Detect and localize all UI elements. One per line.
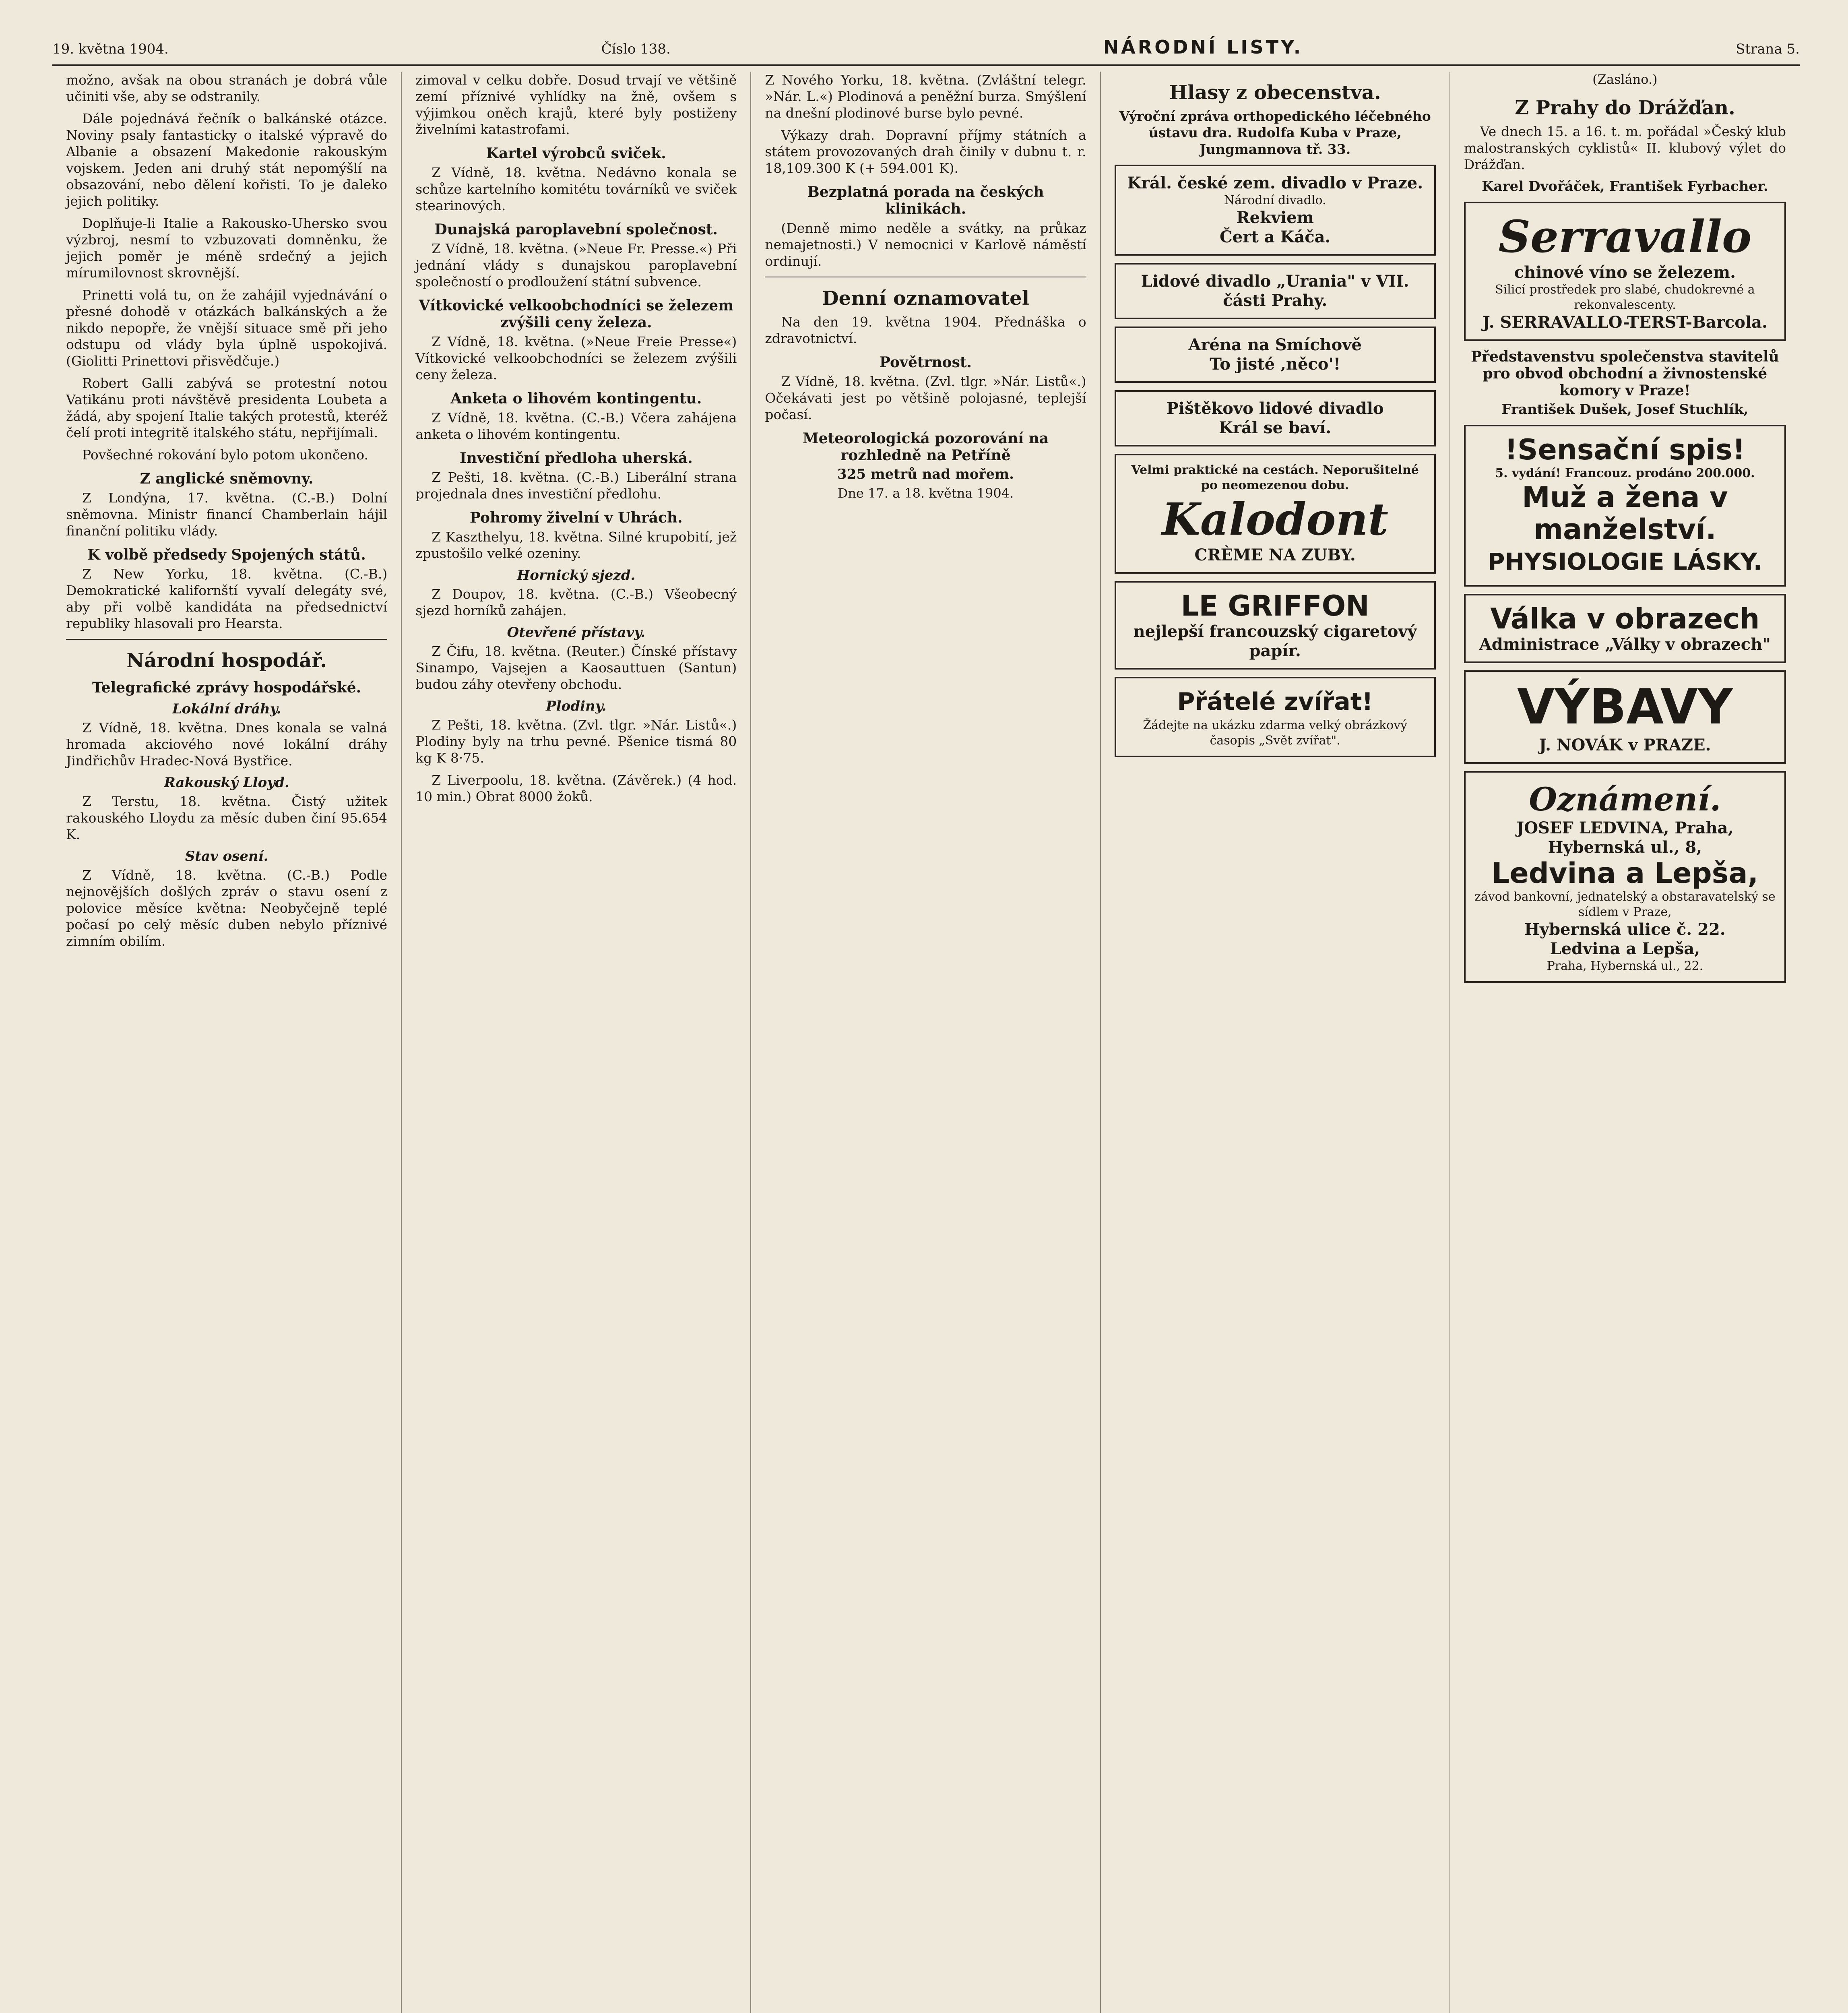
article-text: Z Vídně, 18. května. Nedávno konala se schůze kartelního komitétu továrníků ve sviček stearinových. [415,165,737,213]
article-text: Z New Yorku, 18. května. (C.-B.) Demokratické kalifornští vyvalí delegáty své, aby při volbě kandidáta na předsednictví republiky hlasovali pro Hearsta. [66,566,388,631]
article-text: Z Terstu, 18. května. Čistý užitek rakouského Lloydu za měsíc duben činí 95.654 K. [66,794,388,842]
section-heading: Dunajská paroplavební společnost. [434,221,718,238]
ad-subtitle: CRÈME NA ZUBY. [1194,546,1356,564]
article-text: Z Doupov, 18. května. (C.-B.) Všeobecný sjezd horníků zahájen. [415,586,737,618]
ad-title: Přátelé zvířat! [1177,688,1373,716]
article-text: Robert Galli zabývá se protestní notou Vatikánu proti návštěvě presidenta Loubeta a žádá, aby spojení Italie takých protestů, kteréž čelí proti integritě italského státu, nepřijímali. [66,375,388,440]
theatre-name: Pištěkovo lidové divadlo [1166,399,1384,418]
article-text: Z Vídně, 18. května. Dnes konala se valná hromada akciového nové lokální dráhy Jindřichův Hradec-Nová Bystřice. [66,720,388,769]
vybavy-ad [1464,670,1786,764]
section-heading: Kartel výrobců sviček. [486,145,666,162]
column-5 [1450,72,1800,2013]
ad-brand: LE GRIFFON [1181,589,1369,622]
section-heading: Vítkovické velkoobchodníci se železem zvýšili ceny železa. [419,297,734,331]
ad-title: Válka v obrazech [1490,602,1760,635]
ad-title: Oznámení. [1529,780,1721,818]
section-heading: Meteorologická pozorování na rozhledně na Petříně [802,430,1049,464]
section-title: Národní hospodář. [126,649,327,672]
ad-brand: Kalodont [1162,493,1389,545]
ad-firm: J. NOVÁK v PRAZE. [1539,736,1711,754]
theatre-name: Lidové divadlo „Urania" v VII. části Prahy. [1141,272,1409,310]
theatre-name: Aréna na Smíchově [1188,335,1362,354]
column-4 [1101,72,1450,2013]
section-title: Z Prahy do Drážďan. [1515,97,1735,119]
subheading: Stav osení. [185,848,268,864]
section-title: Denní oznamovatel [822,287,1029,310]
article-text: Z Čifu, 18. května. (Reuter.) Čínské přístavy Sinampo, Vajsejen a Kaosauttuen (Santun) budou záhy otevřeny obchodu. [415,643,737,692]
ad-title: !Sensační spis! [1505,433,1745,466]
article-text: Z Vídně, 18. května. (C.-B.) Včera zahájena anketa o lihovém kontingentu. [415,410,737,442]
signature: Karel Dvořáček, František Fyrbacher. [1482,178,1768,194]
section-heading: K volbě předsedy Spojených států. [87,546,366,563]
article-text: Ve dnech 15. a 16. t. m. pořádal »Český klub malostranských cyklistů« II. klubový výlet do Drážďan. [1464,124,1786,172]
theatre-listing [1115,165,1436,256]
ad-signature-address: Praha, Hybernská ul., 22. [1547,959,1703,973]
play-title: To jisté ‚něco'! [1210,355,1341,374]
play-title: Král se baví. [1219,418,1332,437]
book-title: Muž a žena v manželství. [1522,481,1728,546]
book-ad [1464,425,1786,587]
issue-date: 19. května 1904. [52,41,169,57]
article-text: Výroční zpráva orthopedického léčebného ústavu dra. Rudolfa Kuba v Praze, Jungmannova tř. 33. [1119,108,1431,157]
ad-firm: J. SERRAVALLO-TERST-Barcola. [1482,313,1767,332]
theatre-listing [1115,390,1436,446]
subheading: Hornický sjezd. [517,567,636,583]
article-text: Z Pešti, 18. května. (Zvl. tlgr. »Nár. Listů«.) Plodiny byly na trhu pevné. Pšenice tismá 80 kg K 8·75. [415,717,737,766]
ad-subtitle: chinové víno se železem. [1514,263,1736,282]
article-text: Dále pojednává řečník o balkánské otázce. Noviny psaly fantasticky o italské výpravě do Albanie a obsazení Makedonie rakouským vojskem. Jeden ani druhý stát nepomýšlí na obsazování, nebo dělení kořisti. To je daleko jejich politiky. [66,111,388,209]
ad-text: Žádejte na ukázku zdarma velký obrázkový časopis „Svět zvířat". [1143,718,1408,748]
signature: František Dušek, Josef Stuchlík, [1501,401,1749,417]
article-text: Z Kaszthelyu, 18. května. Silné krupobití, jež zpustošilo velké ozeniny. [415,529,737,561]
ad-brand: Serravallo [1498,211,1752,262]
article-text: Z Vídně, 18. května. (C.-B.) Podle nejnovějších došlých zpráv o stavu osení z polovice měsíce května: Neobyčejně teplé počasí po celý měsíc duben nebylo příznivé zimním obilím. [66,867,388,949]
subheading: Plodiny. [546,698,607,714]
section-heading: Pohromy živelní v Uhrách. [469,509,683,526]
animal-magazine-ad [1115,677,1436,757]
theatre-listing [1115,263,1436,319]
masthead: NÁRODNÍ LISTY. [1103,36,1303,58]
meteo-date: Dne 17. a 18. května 1904. [837,486,1014,501]
serravallo-ad [1464,202,1786,341]
article-text: Prinetti volá tu, on že zahájil vyjednávání o přesné dohodě v otázkách balkánských a že nikdo nepopře, že vnější situace smě při jeho odstupu od vlády byla úplně uspokojivá. (Giolitti Prinettovi přisvědčuje.) [66,287,388,369]
subheading: Otevřené přístavy. [507,624,645,641]
column-1 [52,72,402,2013]
page-header [52,36,1800,66]
article-text: Z Pešti, 18. května. (C.-B.) Liberální strana projednala dnes investiční předlohu. [415,469,737,502]
article-text: Z Vídně, 18. května. (»Neue Fr. Presse.«) Při jednání vlády s dunajskou paroplavební společností o prodloužení státní subvence. [415,241,737,289]
theatre-sub: Národní divadlo. [1224,193,1326,207]
divider [66,639,387,640]
article-text: Z Liverpoolu, 18. května. (Závěrek.) (4 hod. 10 min.) Obrat 8000 žoků. [415,772,737,804]
subheading: Rakouský Lloyd. [164,775,289,791]
column-2 [402,72,751,2013]
section-heading: Představenstvu společenstva stavitelů pro obvod obchodní a živnostenské komory v Praze! [1471,348,1779,399]
play-title: Čert a Káča. [1219,227,1331,246]
section-heading: Anketa o lihovém kontingentu. [450,390,702,407]
article-text: Z Vídně, 18. května. (Zvl. tlgr. »Nár. Listů«.) Očekávati jest po většině polojasné, teplejší počasí. [765,374,1086,422]
column-3 [751,72,1101,2013]
notice-label: (Zasláno.) [1592,72,1658,87]
article-text: Z Vídně, 18. května. (»Neue Freie Presse«) Vítkovické velkoobchodníci se železem zvýšili ceny železa. [415,334,737,382]
meteo-subtitle: 325 metrů nad mořem. [837,466,1014,482]
war-pictures-ad [1464,594,1786,663]
article-text: Z Nového Yorku, 18. května. (Zvláštní telegr. »Nár. L.«) Plodinová a peněžní burza. Smýšlení na dnešní plodinové burse bylo pevné. [765,72,1086,121]
ad-subtitle: nejlepší francouzský cigaretový papír. [1133,622,1417,660]
section-title: Hlasy z obecenstva. [1169,81,1381,104]
kalodont-ad [1115,454,1436,574]
issue-number: Číslo 138. [601,41,671,57]
subheading: Lokální dráhy. [172,701,281,717]
ad-signature: Ledvina a Lepša, [1550,939,1700,958]
ad-text: závod bankovní, jednatelský a obstaravatelský se sídlem v Praze, [1474,890,1776,919]
ad-text: Velmi praktické na cestách. Neporušitelné po neomezenou dobu. [1131,463,1419,492]
section-heading: Povětrnost. [879,354,972,371]
ad-address: Hybernská ulice č. 22. [1524,920,1726,939]
article-text: Z Londýna, 17. května. (C.-B.) Dolní sněmovna. Ministr financí Chamberlain hájil finanční politiku vlády. [66,490,388,539]
book-title: PHYSIOLOGIE LÁSKY. [1487,548,1762,575]
ad-text: Silicí prostředek pro slabé, chudokrevné a rekonvalescenty. [1495,283,1755,312]
page-number: Strana 5. [1736,41,1800,57]
griffon-ad [1115,581,1436,670]
ledvina-notice [1464,771,1786,983]
section-heading: Z anglické sněmovny. [140,470,314,487]
article-text: Doplňuje-li Italie a Rakousko-Uhersko svou výzbroj, nesmí to vzbuzovati domněnku, že jejich poměr je méně srdečný a jejich mírumilovnost skrovnější. [66,215,388,281]
article-text: Výkazy drah. Dopravní příjmy státních a státem provozovaných drah činily v dubnu t. r. 18,109.300 K (+ 594.001 K). [765,127,1086,176]
article-text: zimoval v celku dobře. Dosud trvají ve většině zemí příznivé vyhlídky na žně, ovšem s výjimkou oněch krajů, které byly postiženy živelními katastrofami. [415,72,737,137]
section-heading: Bezplatná porada na českých klinikách. [807,184,1044,217]
ad-admin: Administrace „Války v obrazech" [1479,635,1771,654]
ad-brand: VÝBAVY [1517,679,1733,735]
section-heading: Telegrafické zprávy hospodářské. [92,679,361,696]
play-title: Rekviem [1236,208,1314,227]
ad-subtitle: 5. vydání! Francouz. prodáno 200.000. [1495,466,1755,480]
ad-firm: JOSEF LEDVINA, Praha, Hybernská ul., 8, [1516,818,1734,857]
article-text: Na den 19. května 1904. Přednáška o zdravotnictví. [765,314,1086,346]
article-text: Povšechné rokování bylo potom ukončeno. [82,447,368,463]
article-text: (Denně mimo neděle a svátky, na průkaz nemajetnosti.) V nemocnici v Karlově náměstí ordinují. [765,220,1086,269]
ad-new-firm: Ledvina a Lepša, [1491,857,1759,890]
section-heading: Investiční předloha uherská. [459,450,693,467]
article-text: možno, avšak na obou stranách je dobrá vůle učiniti vše, aby se odstranily. [66,72,388,104]
theatre-listing [1115,327,1436,383]
theatre-name: Král. české zem. divadlo v Praze. [1127,174,1423,192]
